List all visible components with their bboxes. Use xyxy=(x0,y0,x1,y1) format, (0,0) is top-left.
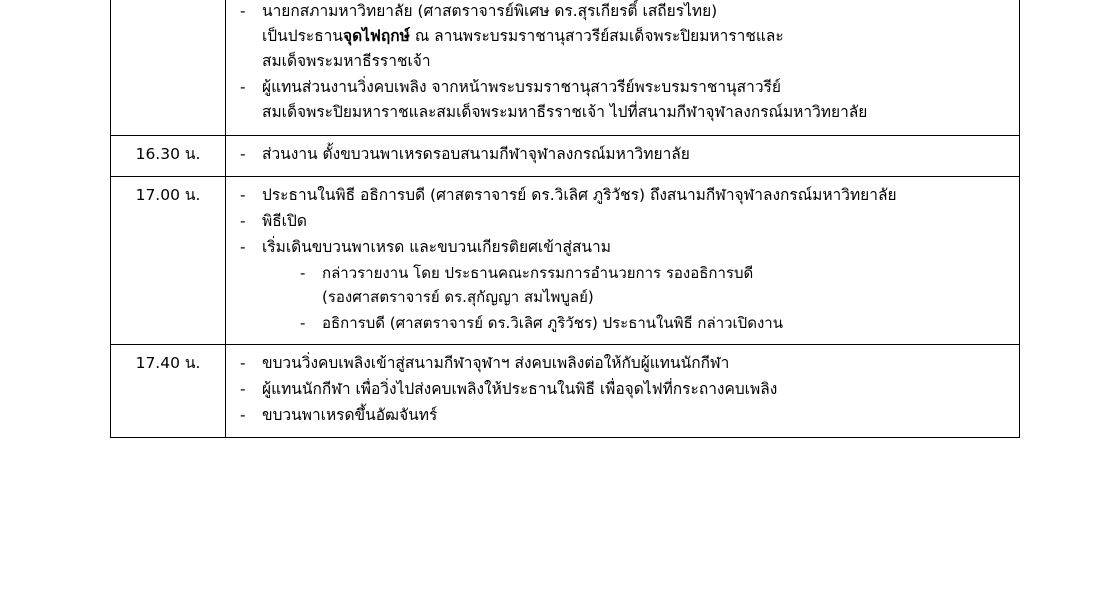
list-item-line: ผู้แทนส่วนงานวิ่งคบเพลิง จากหน้าพระบรมราชานุสาวรีย์พระบรมราชานุสาวรีย์ xyxy=(262,78,781,97)
sub-list-item-line: (รองศาสตราจารย์ ดร.สุกัญญา สมไพบูลย์) xyxy=(322,288,594,307)
list-item xyxy=(234,142,1011,167)
detail-cell xyxy=(226,0,1020,135)
list-item xyxy=(234,75,1011,125)
table-row xyxy=(111,0,1020,135)
dash-marker: - xyxy=(240,406,246,425)
detail-list xyxy=(234,351,1011,428)
list-item-line: ประธานในพิธี อธิการบดี (ศาสตราจารย์ ดร.วิเลิศ ภูริวัชร) ถึงสนามกีฬาจุฬาลงกรณ์มหาวิทยาลัย xyxy=(262,185,897,204)
sub-detail-list xyxy=(262,261,1011,335)
dash-marker: - xyxy=(240,353,246,372)
dash-marker: - xyxy=(300,313,306,332)
detail-list xyxy=(234,183,1011,335)
table-row xyxy=(111,135,1020,176)
list-item-line: พิธีเปิด xyxy=(262,211,307,230)
table-row xyxy=(111,176,1020,344)
dash-marker: - xyxy=(300,263,306,282)
schedule-table-body xyxy=(111,0,1020,438)
list-item-line: สมเด็จพระปิยมหาราชและสมเด็จพระมหาธีรราชเจ้า ไปที่สนามกีฬาจุฬาลงกรณ์มหาวิทยาลัย xyxy=(262,103,868,122)
detail-cell xyxy=(226,135,1020,176)
emphasis-text: จุดไฟฤกษ์ xyxy=(342,27,410,46)
sub-list-item-line: กล่าวรายงาน โดย ประธานคณะกรรมการอำนวยการ รองอธิการบดี xyxy=(322,263,754,282)
list-item xyxy=(234,235,1011,335)
time-cell: 17.00 น. xyxy=(111,176,226,344)
time-cell xyxy=(111,0,226,135)
list-item-line: ขบวนพาเหรดขึ้นอัฒจันทร์ xyxy=(262,406,438,425)
list-item xyxy=(234,183,1011,208)
line-text: เป็นประธาน xyxy=(262,27,343,46)
time-cell: 17.40 น. xyxy=(111,344,226,437)
list-item xyxy=(234,0,1011,74)
detail-list xyxy=(234,142,1011,167)
list-item xyxy=(234,209,1011,234)
list-item-line: สมเด็จพระมหาธีรราชเจ้า xyxy=(262,52,431,71)
list-item-line: เริ่มเดินขบวนพาเหรด และขบวนเกียรติยศเข้าสู่สนาม xyxy=(262,237,611,256)
detail-cell xyxy=(226,176,1020,344)
list-item-line: ส่วนงาน ตั้งขบวนพาเหรดรอบสนามกีฬาจุฬาลงกรณ์มหาวิทยาลัย xyxy=(262,144,690,163)
dash-marker: - xyxy=(240,211,246,230)
list-item xyxy=(234,403,1011,428)
dash-marker: - xyxy=(240,237,246,256)
dash-marker: - xyxy=(240,379,246,398)
line-text: ณ ลานพระบรมราชานุสาวรีย์สมเด็จพระปิยมหาราชและ xyxy=(409,27,784,46)
dash-marker: - xyxy=(240,185,246,204)
list-item xyxy=(234,351,1011,376)
dash-marker: - xyxy=(240,78,246,97)
list-item-line: ผู้แทนนักกีฬา เพื่อวิ่งไปส่งคบเพลิงให้ประธานในพิธี เพื่อจุดไฟที่กระถางคบเพลิง xyxy=(262,379,778,398)
sub-list-item-line: อธิการบดี (ศาสตราจารย์ ดร.วิเลิศ ภูริวัชร) ประธานในพิธี กล่าวเปิดงาน xyxy=(322,313,783,332)
list-item-line xyxy=(262,24,1011,49)
detail-list xyxy=(234,0,1011,126)
list-item-line: นายกสภามหาวิทยาลัย (ศาสตราจารย์พิเศษ ดร.สุรเกียรติ์ เสถียรไทย) xyxy=(262,2,718,20)
sub-list-item xyxy=(294,261,1011,310)
table-row xyxy=(111,344,1020,437)
list-item-line: ขบวนวิ่งคบเพลิงเข้าสู่สนามกีฬาจุฬาฯ ส่งคบเพลิงต่อให้กับผู้แทนนักกีฬา xyxy=(262,353,730,372)
dash-marker: - xyxy=(240,2,246,20)
sub-list-item xyxy=(294,311,1011,335)
detail-cell xyxy=(226,344,1020,437)
schedule-table xyxy=(110,0,1020,438)
list-item xyxy=(234,377,1011,402)
time-cell: 16.30 น. xyxy=(111,135,226,176)
dash-marker: - xyxy=(240,144,246,163)
